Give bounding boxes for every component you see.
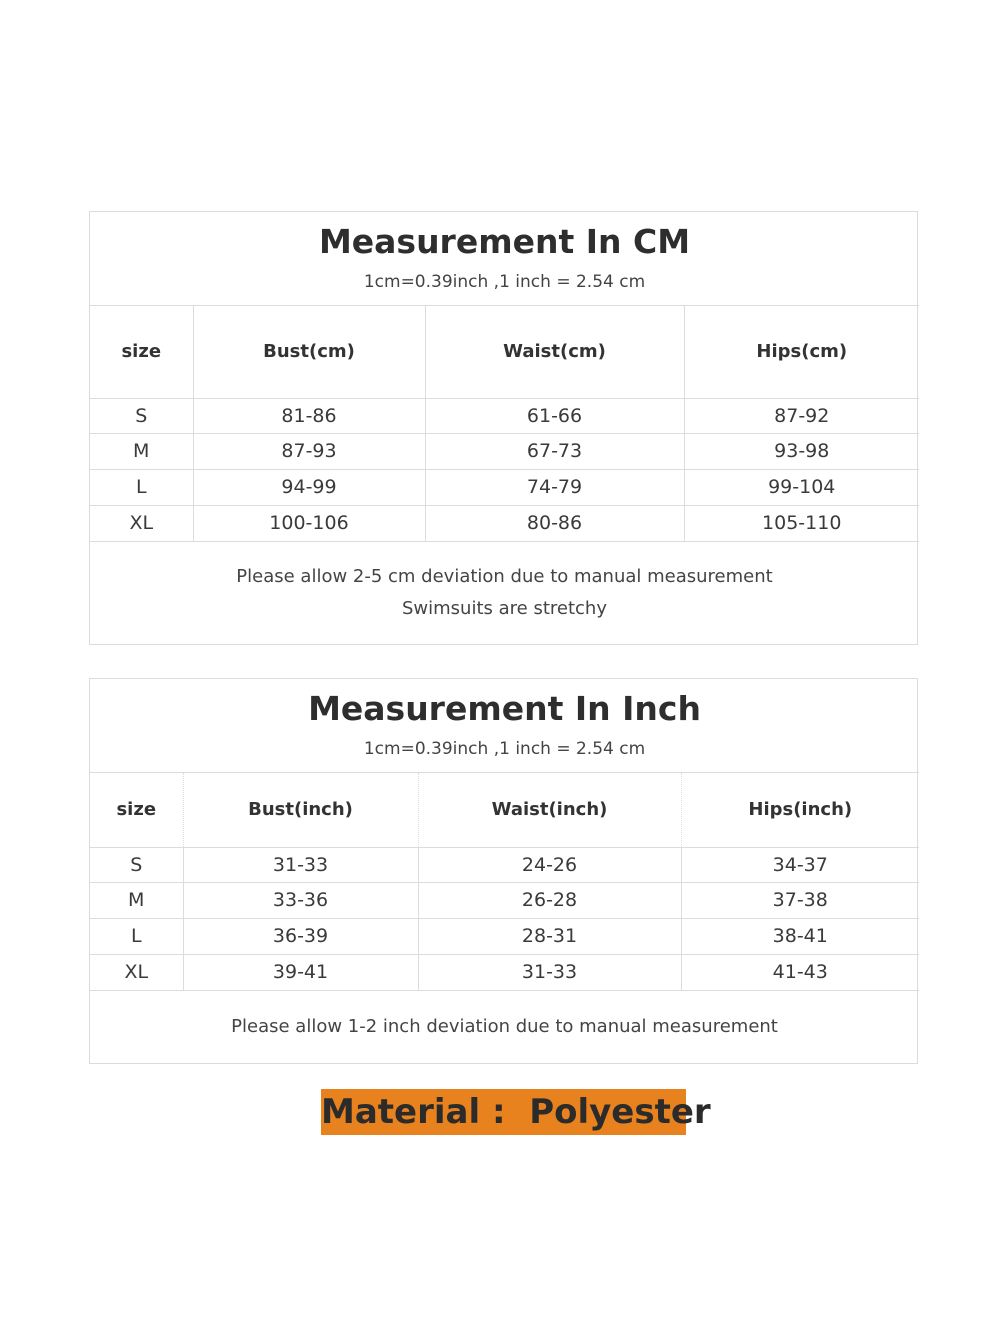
hips-cell: 105-110: [684, 505, 919, 541]
hips-cell: 93-98: [684, 433, 919, 469]
column-header-waist: Waist(cm): [425, 305, 684, 398]
table-row: [90, 469, 919, 505]
bust-cell: 100-106: [193, 505, 425, 541]
bust-cell: 31-33: [183, 847, 418, 882]
bust-cell: 39-41: [183, 954, 418, 990]
inch-chart-title: Measurement In Inch: [308, 689, 701, 729]
size-cell: L: [90, 469, 193, 505]
hips-cell: 37-38: [681, 882, 919, 918]
size-cell: M: [90, 433, 193, 469]
column-header-size: size: [90, 772, 183, 847]
hips-cell: 99-104: [684, 469, 919, 505]
waist-cell: 67-73: [425, 433, 684, 469]
inch-chart-subtitle: 1cm=0.39inch ,1 inch = 2.54 cm: [363, 739, 646, 760]
column-header-hips: Hips(cm): [684, 305, 919, 398]
column-header-bust: Bust(inch): [183, 772, 418, 847]
cm-deviation-note: Please allow 2-5 cm deviation due to manual measurement: [236, 565, 773, 587]
column-header-bust: Bust(cm): [193, 305, 425, 398]
size-cell: M: [90, 882, 183, 918]
waist-cell: 26-28: [418, 882, 681, 918]
inch-size-chart: [89, 678, 918, 1064]
bust-cell: 36-39: [183, 918, 418, 954]
waist-cell: 80-86: [425, 505, 684, 541]
column-header-waist: Waist(inch): [418, 772, 681, 847]
size-cell: XL: [90, 954, 183, 990]
table-row: [90, 847, 919, 882]
hips-cell: 87-92: [684, 398, 919, 433]
cm-chart-subtitle: 1cm=0.39inch ,1 inch = 2.54 cm: [363, 272, 646, 293]
table-row: [90, 398, 919, 433]
hips-cell: 41-43: [681, 954, 919, 990]
cm-chart-title: Measurement In CM: [318, 222, 691, 262]
bust-cell: 87-93: [193, 433, 425, 469]
size-cell: S: [90, 398, 193, 433]
column-header-size: size: [90, 305, 193, 398]
size-cell: S: [90, 847, 183, 882]
waist-cell: 74-79: [425, 469, 684, 505]
cm-size-chart: [89, 211, 918, 645]
size-cell: XL: [90, 505, 193, 541]
inch-deviation-note: Please allow 1-2 inch deviation due to manual measurement: [231, 1015, 778, 1037]
hips-cell: 38-41: [681, 918, 919, 954]
cm-notes-cell: [90, 541, 919, 644]
size-cell: L: [90, 918, 183, 954]
material-label: Material : Polyester: [321, 1089, 686, 1135]
table-row: [90, 505, 919, 541]
bust-cell: 33-36: [183, 882, 418, 918]
cm-size-table: [90, 212, 919, 644]
inch-title-cell: [90, 679, 919, 772]
inch-size-table: [90, 679, 919, 1063]
waist-cell: 61-66: [425, 398, 684, 433]
stretch-note: Swimsuits are stretchy: [402, 597, 607, 619]
table-row: [90, 954, 919, 990]
waist-cell: 24-26: [418, 847, 681, 882]
table-row: [90, 918, 919, 954]
cm-title-cell: [90, 212, 919, 305]
bust-cell: 94-99: [193, 469, 425, 505]
waist-cell: 28-31: [418, 918, 681, 954]
table-row: [90, 433, 919, 469]
inch-notes-cell: [90, 990, 919, 1063]
bust-cell: 81-86: [193, 398, 425, 433]
waist-cell: 31-33: [418, 954, 681, 990]
column-header-hips: Hips(inch): [681, 772, 919, 847]
table-row: [90, 882, 919, 918]
hips-cell: 34-37: [681, 847, 919, 882]
